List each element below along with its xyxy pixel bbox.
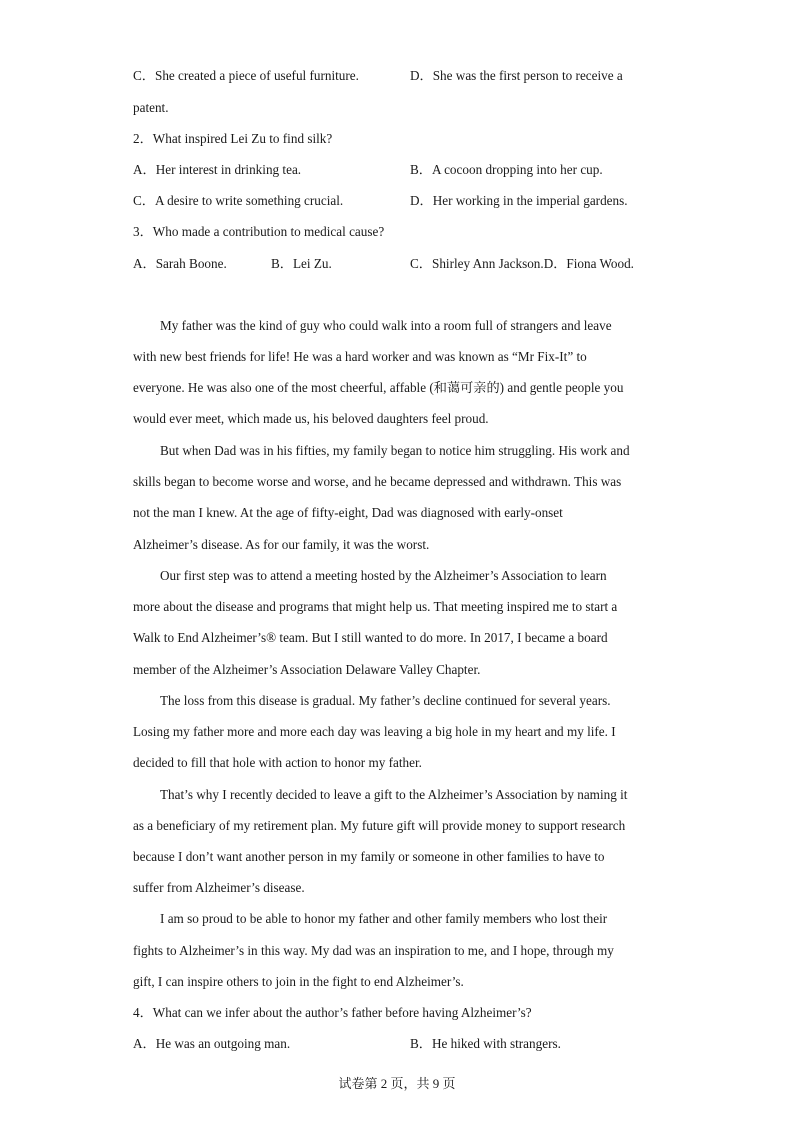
passage-line: decided to fill that hole with action to honor my father. xyxy=(133,755,422,770)
passage-line: But when Dad was in his fifties, my family began to notice him struggling. His work and xyxy=(160,443,630,458)
passage-line: more about the disease and programs that might help us. That meeting inspired me to start a xyxy=(133,599,618,614)
q1-option-d-continued: patent. xyxy=(133,100,169,115)
passage-line: The loss from this disease is gradual. My father’s decline continued for several years. xyxy=(160,693,611,708)
q2-option-d: D．Her working in the imperial gardens. xyxy=(410,193,628,208)
q1-option-d: D．She was the first person to receive a xyxy=(410,68,623,83)
passage-line: That’s why I recently decided to leave a gift to the Alzheimer’s Association by naming it xyxy=(160,787,628,802)
q2-option-a: A．Her interest in drinking tea. xyxy=(133,162,302,177)
passage-line: Our first step was to attend a meeting hosted by the Alzheimer’s Association to learn xyxy=(160,568,607,583)
passage-line: I am so proud to be able to honor my father and other family members who lost their xyxy=(160,911,608,926)
passage-line: gift, I can inspire others to join in the fight to end Alzheimer’s. xyxy=(133,974,464,989)
passage-line: Alzheimer’s disease. As for our family, it was the worst. xyxy=(133,537,430,552)
passage-line: because I don’t want another person in my family or someone in other families to have to xyxy=(133,849,605,864)
passage-line: with new best friends for life! He was a hard worker and was known as “Mr Fix-It” to xyxy=(133,349,587,364)
q4-option-a: A．He was an outgoing man. xyxy=(133,1036,291,1051)
q4-option-b: B．He hiked with strangers. xyxy=(410,1036,561,1051)
q2-option-c: C．A desire to write something crucial. xyxy=(133,193,344,208)
passage-line: fights to Alzheimer’s in this way. My dad was an inspiration to me, and I hope, through my xyxy=(133,943,614,958)
passage-line: skills began to become worse and worse, and he became depressed and withdrawn. This was xyxy=(133,474,622,489)
q2-stem: 2．What inspired Lei Zu to find silk? xyxy=(133,131,333,146)
passage-line: member of the Alzheimer’s Association Delaware Valley Chapter. xyxy=(133,662,481,677)
q2-option-b: B．A cocoon dropping into her cup. xyxy=(410,162,603,177)
q3-option-b: B．Lei Zu. xyxy=(271,256,332,271)
q3-stem: 3．Who made a contribution to medical cause? xyxy=(133,224,385,239)
q3-option-c-d: C．Shirley Ann Jackson.D．Fiona Wood. xyxy=(410,256,634,271)
passage-line: My father was the kind of guy who could walk into a room full of strangers and leave xyxy=(160,318,612,333)
passage-line: suffer from Alzheimer’s disease. xyxy=(133,880,305,895)
passage-line: not the man I knew. At the age of fifty-eight, Dad was diagnosed with early-onset xyxy=(133,505,563,520)
passage-line: would ever meet, which made us, his beloved daughters feel proud. xyxy=(133,411,489,426)
q3-option-a: A．Sarah Boone. xyxy=(133,256,227,271)
passage-line: everyone. He was also one of the most cheerful, affable (和蔼可亲的) and gentle people you xyxy=(133,380,624,395)
passage-line: Losing my father more and more each day was leaving a big hole in my heart and my life. I xyxy=(133,724,616,739)
page-footer: 试卷第 2 页，共 9 页 xyxy=(338,1076,456,1091)
passage-line: Walk to End Alzheimer’s® team. But I still wanted to do more. In 2017, I became a board xyxy=(133,630,608,645)
q4-stem: 4．What can we infer about the author’s father before having Alzheimer’s? xyxy=(133,1005,532,1020)
q1-option-c: C．She created a piece of useful furniture. xyxy=(133,68,359,83)
passage-line: as a beneficiary of my retirement plan. My future gift will provide money to support research xyxy=(133,818,626,833)
